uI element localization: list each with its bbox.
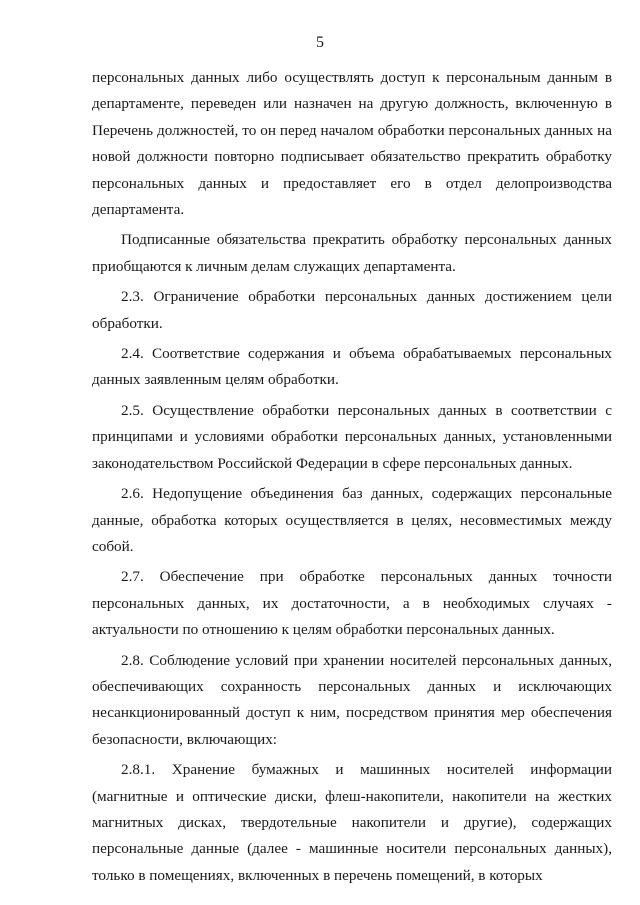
paragraph-2-6: 2.6. Недопущение объединения баз данных, содержащих персональные данные, обработка которых осуществляется в целях, несовместимых между собой. xyxy=(92,485,612,555)
document-body xyxy=(92,65,612,893)
page-number: 5 xyxy=(316,34,324,51)
paragraph-signed-obligations: Подписанные обязательства прекратить обработку персональных данных приобщаются к личным делам служащих департамента. xyxy=(92,231,612,275)
paragraph-2-8: 2.8. Соблюдение условий при хранении носителей персональных данных, обеспечивающих сохранность персональных данных и исключающих несанкционированный доступ к ним, посредством принятия мер обеспечения безопасности, включающих: xyxy=(92,651,612,748)
paragraph-2-8-1: 2.8.1. Хранение бумажных и машинных носителей информации (магнитные и оптические диски, флеш-накопители, накопители на жестких магнитных дисках, твердотельные накопители и другие), содержащих персональные данные (далее - машинные носители персональных данных), только в помещениях, включенных в перечень помещений, в которых xyxy=(92,761,612,884)
paragraph-2-7: 2.7. Обеспечение при обработке персональных данных точности персональных данных, их достаточности, а в необходимых случаях - актуальности по отношению к целям обработки персональных данных. xyxy=(92,568,612,639)
paragraph-2-3: 2.3. Ограничение обработки персональных данных достижением цели обработки. xyxy=(92,288,612,332)
paragraph-2-4: 2.4. Соответствие содержания и объема обрабатываемых персональных данных заявленным целям обработки. xyxy=(92,345,612,389)
paragraph-continuation: персональных данных либо осуществлять доступ к персональным данным в департаменте, переведен или назначен на другую должность, включенную в Перечень должностей, то он перед началом обработки персональных данных на новой должности повторно подписывает обязательство прекратить обработку персональных данных и предоставляет его в отдел делопроизводства департамента. xyxy=(92,69,612,219)
paragraph-2-5: 2.5. Осуществление обработки персональных данных в соответствии с принципами и условиями обработки персональных данных, установленными законодательством Российской Федерации в сфере персональных данных. xyxy=(92,401,612,472)
